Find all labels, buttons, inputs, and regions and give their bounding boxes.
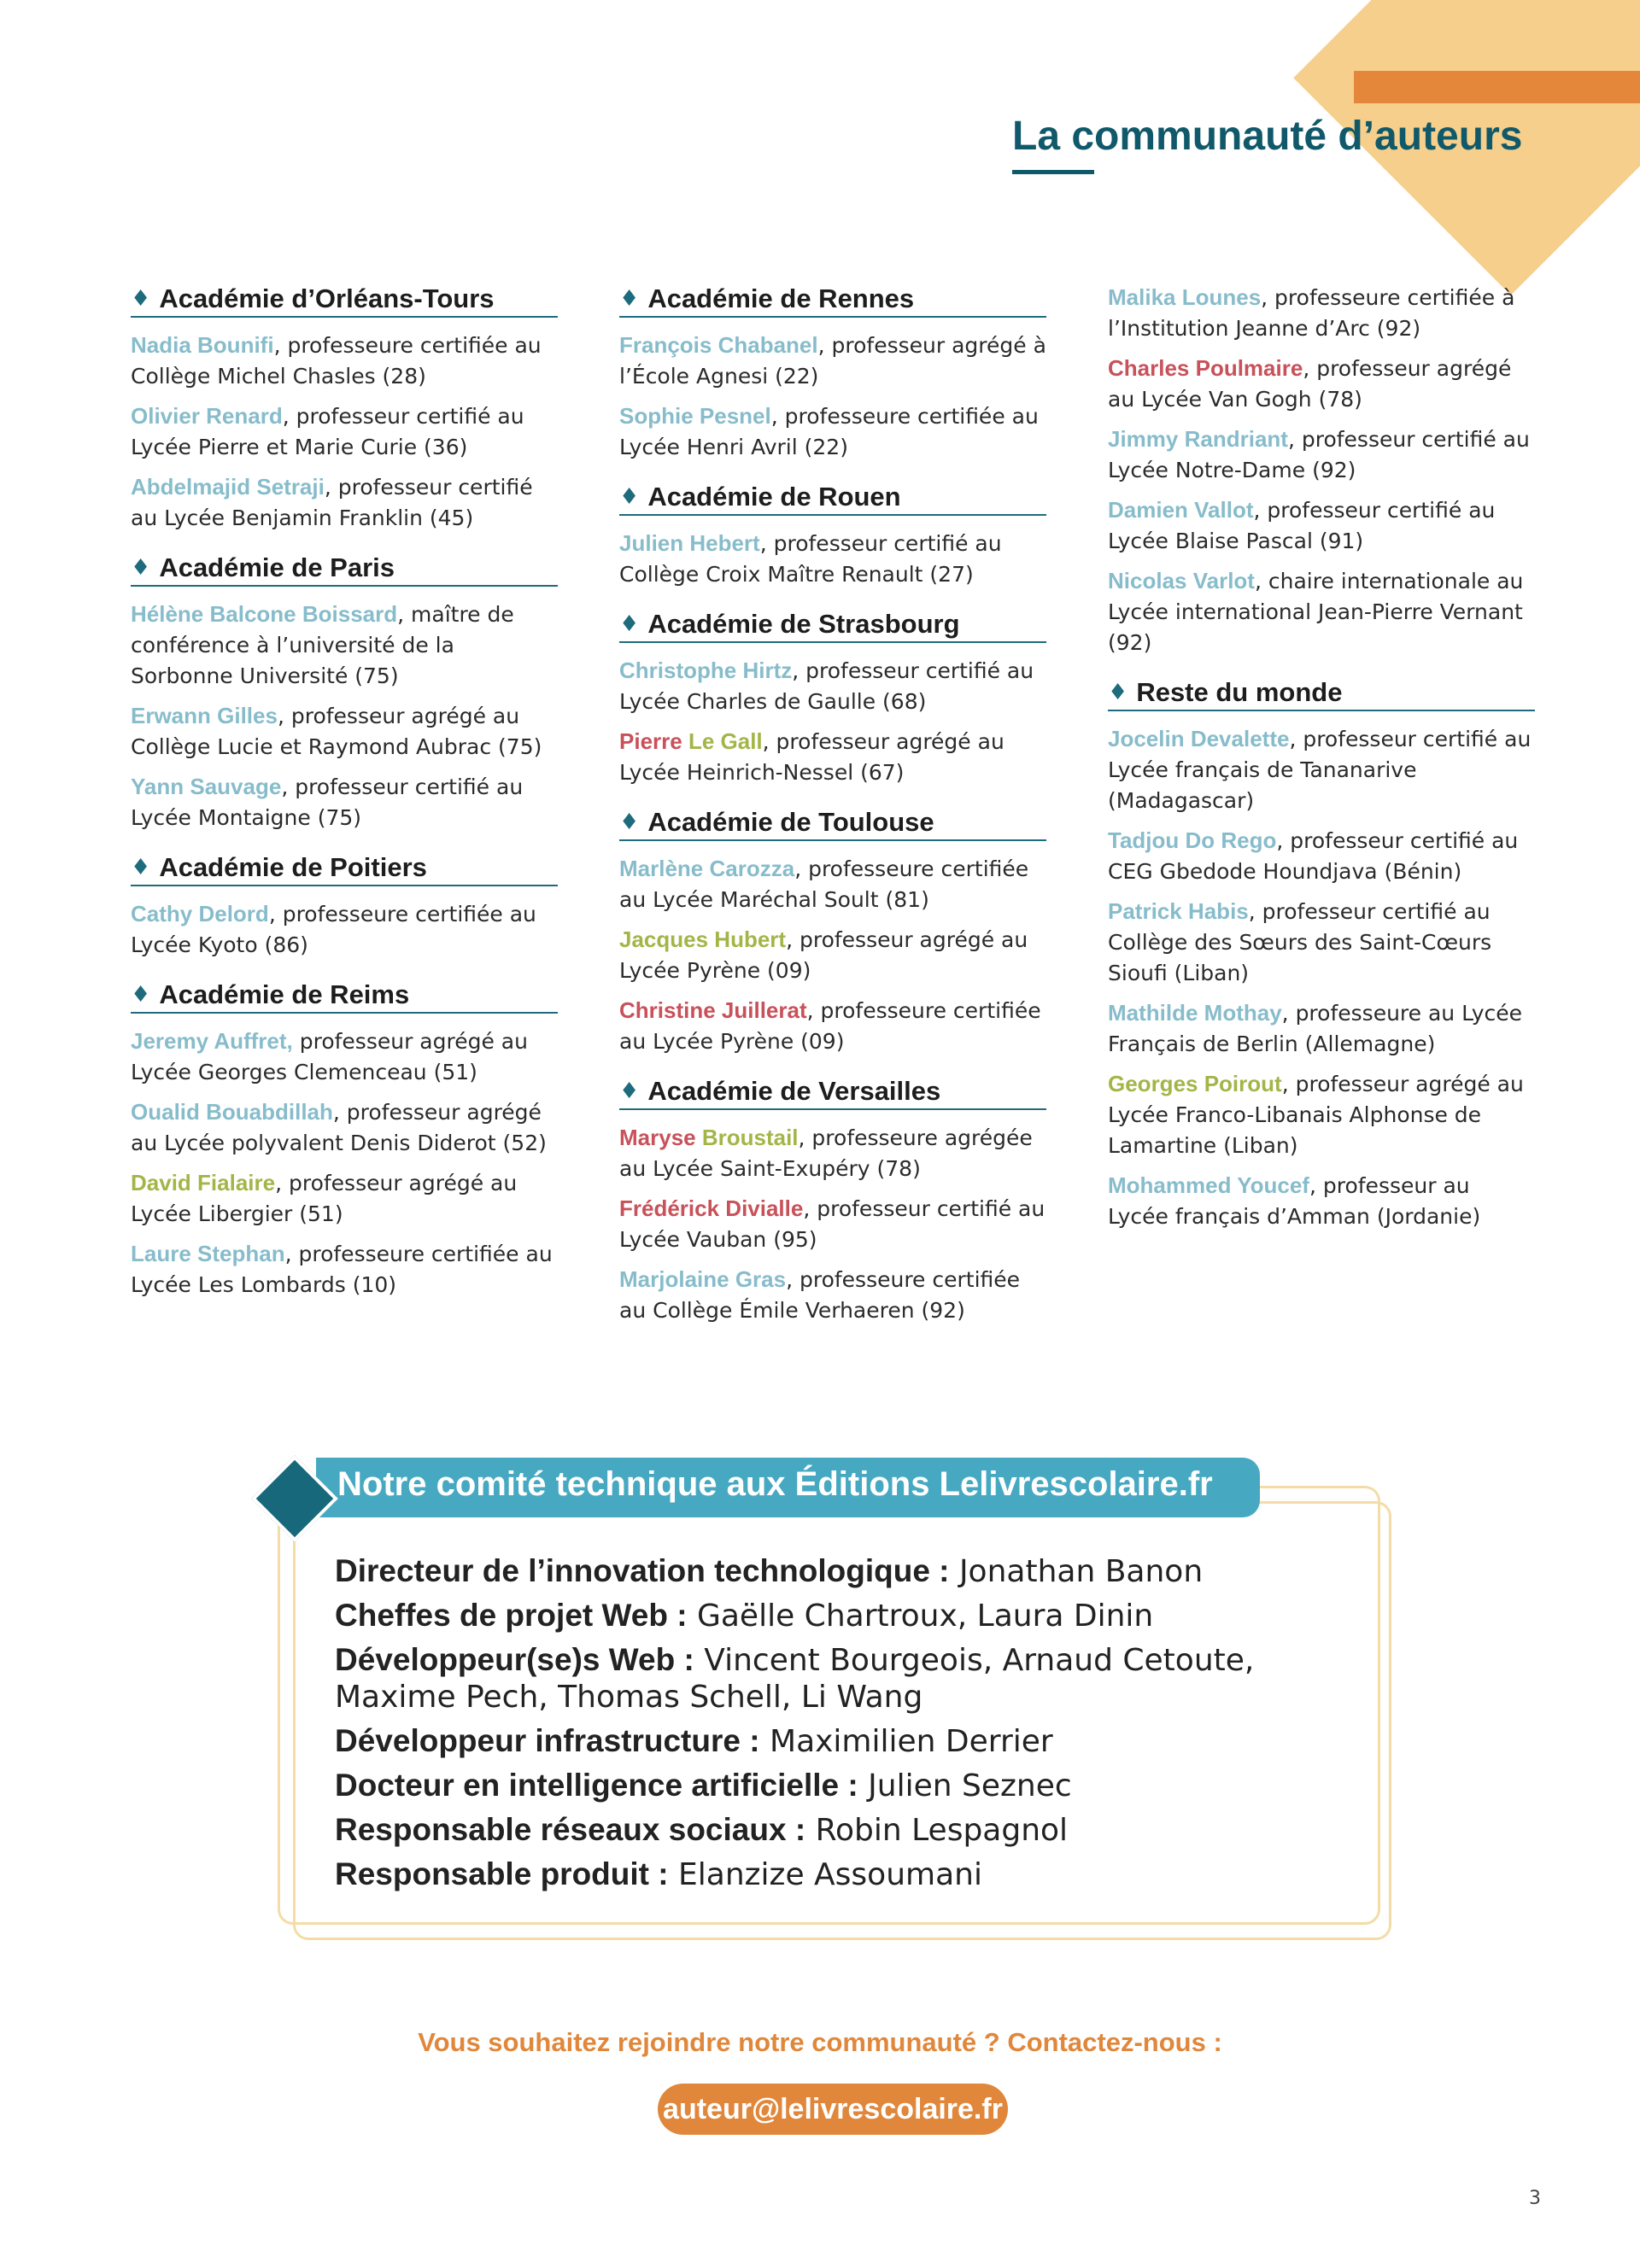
- author-role: , professeure certifiée au Collège Michel Chasles (28): [131, 333, 542, 389]
- author-name: Charles Poulmaire: [1108, 355, 1303, 381]
- academy-section: [619, 284, 1046, 463]
- committee-diamond-icon: [254, 1458, 329, 1533]
- academy-section: [619, 609, 1046, 788]
- committee-names: Julien Seznec: [858, 1768, 1072, 1803]
- author-name: Julien Hebert: [619, 530, 760, 556]
- author-role: , professeure certifiée à l’Institution Jeanne d’Arc (92): [1108, 285, 1515, 341]
- diamond-bullet-icon: ♦: [619, 484, 640, 510]
- committee-line: [335, 1856, 1343, 1893]
- author-name: Mathilde Mothay: [1108, 1000, 1282, 1026]
- section-title: Académie d’Orléans-Tours: [159, 284, 495, 313]
- author-entry: [619, 995, 1046, 1057]
- author-role: , professeur agrégé au Lycée Franco-Libanais Alphonse de Lamartine (Liban): [1108, 1072, 1524, 1158]
- author-role: , professeur au Lycée français d’Amman (Jordanie): [1108, 1173, 1481, 1229]
- committee-line: [335, 1597, 1343, 1634]
- committee-role: Directeur de l’innovation technologique :: [335, 1553, 950, 1588]
- author-name: Jacques Hubert: [619, 926, 787, 952]
- committee-names: Elanzize Assoumani: [668, 1857, 982, 1892]
- author-entry: [131, 771, 558, 833]
- author-entry: [131, 1238, 558, 1301]
- title-underline: [1012, 170, 1094, 174]
- diamond-bullet-icon: ♦: [131, 855, 151, 880]
- author-role: professeur agrégé au Lycée Georges Clemenceau (51): [131, 1029, 528, 1084]
- academy-section: [619, 807, 1046, 1057]
- section-heading: [619, 284, 1046, 318]
- author-name: Yann Sauvage: [131, 774, 282, 799]
- author-role: , professeur agrégé au Lycée Libergier (51): [131, 1171, 518, 1226]
- committee-role: Développeur infrastructure :: [335, 1723, 760, 1758]
- author-entry: [1108, 1068, 1535, 1161]
- author-name: David Fialaire: [131, 1170, 276, 1195]
- author-role: , professeur certifié au Lycée Blaise Pascal (91): [1108, 498, 1496, 553]
- author-role: , professeur certifié au Lycée Pierre et Marie Curie (36): [131, 404, 524, 459]
- author-entry: [619, 400, 1046, 463]
- committee-names: Robin Lespagnol: [805, 1813, 1069, 1848]
- author-role: , professeur agrégé au Lycée Heinrich-Nessel (67): [619, 729, 1004, 785]
- author-role: , professeur certifié au Lycée Charles de Gaulle (68): [619, 658, 1034, 714]
- author-name: Marlène Carozza: [619, 856, 795, 881]
- academy-section: [131, 852, 558, 961]
- author-name: Georges Poirout: [1108, 1071, 1282, 1096]
- contact-question: Vous souhaitez rejoindre notre communauté ? Contactez-nous :: [418, 2027, 1222, 2057]
- author-entry: [131, 330, 558, 392]
- author-role: , professeure certifiée au Lycée Kyoto (86): [131, 902, 536, 957]
- section-title: Académie de Poitiers: [159, 852, 427, 882]
- committee-list: [335, 1552, 1343, 1900]
- committee-role: Responsable réseaux sociaux :: [335, 1812, 806, 1847]
- author-entry: [1108, 565, 1535, 658]
- section-title: Académie de Reims: [159, 979, 410, 1009]
- section-title: Académie de Toulouse: [647, 807, 934, 837]
- author-name: Jocelin Devalette: [1108, 726, 1290, 751]
- author-entry: [1108, 997, 1535, 1060]
- author-name: Abdelmajid Setraji: [131, 474, 325, 500]
- author-role: , professeure au Lycée Français de Berlin (Allemagne): [1108, 1001, 1523, 1056]
- committee-line: [335, 1722, 1343, 1760]
- author-entry: [619, 330, 1046, 392]
- author-role: , maître de conférence à l’université de la Sorbonne Université (75): [131, 602, 514, 688]
- academy-section: [619, 1076, 1046, 1326]
- diamond-bullet-icon: ♦: [619, 1078, 640, 1104]
- author-name: Nadia Bounifi: [131, 332, 274, 358]
- academy-section: [1108, 677, 1535, 1232]
- committee-names: Maximilien Derrier: [759, 1724, 1053, 1759]
- diamond-bullet-icon: ♦: [1108, 680, 1128, 705]
- committee-role: Docteur en intelligence artificielle :: [335, 1768, 858, 1803]
- author-entry: [1108, 1170, 1535, 1232]
- author-name: Jimmy Randriant: [1108, 426, 1288, 452]
- academy-section: [131, 979, 558, 1301]
- author-name: Marjolaine Gras: [619, 1266, 787, 1292]
- author-role: , professeur certifié au Lycée Vauban (95): [619, 1196, 1046, 1252]
- author-entry: [619, 726, 1046, 788]
- author-role: , professeur agrégé au Lycée Pyrène (09): [619, 927, 1028, 983]
- author-entry: [131, 1167, 558, 1230]
- section-title: Académie de Strasbourg: [647, 609, 960, 639]
- author-name: Christophe Hirtz: [619, 658, 793, 683]
- author-name: Olivier Renard: [131, 403, 283, 429]
- author-entry: [1108, 424, 1535, 486]
- author-name: Malika Lounes: [1108, 284, 1262, 310]
- author-name-part: Broustail: [701, 1125, 799, 1150]
- section-title: Académie de Paris: [159, 552, 395, 582]
- author-role: , professeur certifié au CEG Gbedode Houndjava (Bénin): [1108, 828, 1519, 884]
- author-entry: [1108, 896, 1535, 989]
- authors-column-1: [131, 284, 558, 1319]
- author-role: , professeure certifiée au Lycée Maréchal Soult (81): [619, 856, 1029, 912]
- committee-line: [335, 1641, 1343, 1716]
- author-name: Hélène Balcone Boissard: [131, 601, 398, 627]
- author-entry: [131, 400, 558, 463]
- academy-section: [1108, 282, 1535, 658]
- author-role: , chaire internationale au Lycée international Jean-Pierre Vernant (92): [1108, 569, 1524, 655]
- diamond-bullet-icon: ♦: [619, 611, 640, 637]
- author-name: Sophie Pesnel: [619, 403, 771, 429]
- author-role: , professeur agrégé à l’École Agnesi (22): [619, 333, 1046, 389]
- author-entry: [619, 853, 1046, 915]
- author-role: , professeure certifiée au Collège Émile Verhaeren (92): [619, 1267, 1021, 1323]
- author-name: Tadjou Do Rego: [1108, 827, 1277, 853]
- section-heading: [619, 1076, 1046, 1110]
- page-number: 3: [1529, 2188, 1541, 2209]
- author-role: , professeur certifié au Collège Croix Maître Renault (27): [619, 531, 1002, 587]
- committee-line: [335, 1811, 1343, 1849]
- section-heading: [619, 807, 1046, 841]
- author-role: , professeur certifié au Lycée Benjamin Franklin (45): [131, 475, 533, 530]
- committee-title: Notre comité technique aux Éditions Lelivrescolaire.fr: [337, 1465, 1213, 1503]
- committee-role: Cheffes de projet Web :: [335, 1598, 688, 1633]
- section-heading: [1108, 677, 1535, 711]
- author-role: , professeure agrégée au Lycée Saint-Exupéry (78): [619, 1125, 1033, 1181]
- author-role: , professeur certifié au Collège des Sœurs des Saint-Cœurs Sioufi (Liban): [1108, 899, 1492, 985]
- author-entry: [131, 471, 558, 534]
- committee-role: Responsable produit :: [335, 1856, 669, 1891]
- author-entry: [131, 898, 558, 961]
- author-name: Maryse: [619, 1125, 702, 1150]
- author-role: , professeure certifiée au Lycée Les Lombards (10): [131, 1242, 553, 1297]
- author-entry: [1108, 825, 1535, 887]
- author-entry: [1108, 494, 1535, 557]
- author-entry: [1108, 282, 1535, 344]
- author-name: Erwann Gilles: [131, 703, 278, 728]
- section-heading: [131, 979, 558, 1014]
- author-name-part: Le Gall: [688, 728, 763, 754]
- author-entry: [131, 599, 558, 692]
- committee-line: [335, 1552, 1343, 1590]
- author-name: Damien Vallot: [1108, 497, 1254, 523]
- committee-names: Vincent Bourgeois, Arnaud Cetoute, Maxime Pech, Thomas Schell, Li Wang: [335, 1643, 1255, 1715]
- author-entry: [619, 1264, 1046, 1326]
- author-name: Mohammed Youcef: [1108, 1172, 1309, 1198]
- diamond-bullet-icon: ♦: [131, 286, 151, 312]
- author-entry: [131, 700, 558, 763]
- corner-decoration-bar: [1354, 71, 1640, 103]
- section-title: Académie de Versailles: [647, 1076, 941, 1106]
- section-heading: [619, 609, 1046, 643]
- author-name: Oualid Bouabdillah: [131, 1099, 333, 1125]
- authors-column-2: [619, 284, 1046, 1345]
- academy-section: [131, 552, 558, 833]
- author-role: , professeur certifié au Lycée Notre-Dame (92): [1108, 427, 1530, 482]
- section-title: Académie de Rennes: [647, 284, 915, 313]
- author-name: Cathy Delord: [131, 901, 269, 926]
- diamond-bullet-icon: ♦: [131, 982, 151, 1008]
- author-name: Christine Juillerat: [619, 997, 807, 1023]
- author-role: , professeur agrégé au Collège Lucie et Raymond Aubrac (75): [131, 704, 542, 759]
- authors-column-3: [1108, 282, 1535, 1251]
- author-name: Nicolas Varlot: [1108, 568, 1255, 593]
- author-role: , professeur certifié au Lycée français de Tananarive (Madagascar): [1108, 727, 1532, 813]
- section-title: Reste du monde: [1136, 677, 1343, 707]
- committee-line: [335, 1767, 1343, 1804]
- author-name: Patrick Habis: [1108, 898, 1249, 924]
- contact-email-button[interactable]: auteur@lelivrescolaire.fr: [658, 2084, 1008, 2135]
- committee-role: Développeur(se)s Web :: [335, 1642, 694, 1677]
- section-heading: [131, 552, 558, 587]
- author-name: Frédérick Divialle: [619, 1195, 804, 1221]
- author-role: , professeur certifié au Lycée Montaigne (75): [131, 775, 524, 830]
- author-entry: [619, 1193, 1046, 1255]
- author-name: Laure Stephan: [131, 1241, 285, 1266]
- author-name: Pierre: [619, 728, 688, 754]
- diamond-bullet-icon: ♦: [619, 810, 640, 835]
- committee-names: Jonathan Banon: [949, 1554, 1204, 1589]
- author-entry: [619, 1122, 1046, 1184]
- author-role: , professeur agrégé au Lycée Van Gogh (78): [1108, 356, 1512, 412]
- author-role: , professeure certifiée au Lycée Henri Avril (22): [619, 404, 1039, 459]
- author-entry: [131, 1026, 558, 1088]
- author-entry: [1108, 353, 1535, 415]
- section-title: Académie de Rouen: [647, 482, 901, 511]
- author-name: François Chabanel: [619, 332, 818, 358]
- academy-section: [131, 284, 558, 534]
- diamond-bullet-icon: ♦: [619, 286, 640, 312]
- author-entry: [619, 924, 1046, 986]
- committee-names: Gaëlle Chartroux, Laura Dinin: [687, 1599, 1154, 1634]
- author-entry: [1108, 723, 1535, 816]
- author-entry: [619, 655, 1046, 717]
- section-heading: [619, 482, 1046, 516]
- diamond-bullet-icon: ♦: [131, 555, 151, 581]
- author-name: Jeremy Auffret,: [131, 1028, 293, 1054]
- academy-section: [619, 482, 1046, 590]
- section-heading: [131, 284, 558, 318]
- author-role: , professeur agrégé au Lycée polyvalent Denis Diderot (52): [131, 1100, 547, 1155]
- page-title: La communauté d’auteurs: [1012, 114, 1523, 159]
- section-heading: [131, 852, 558, 886]
- author-role: , professeure certifiée au Lycée Pyrène (09): [619, 998, 1041, 1054]
- author-entry: [619, 528, 1046, 590]
- author-entry: [131, 1096, 558, 1159]
